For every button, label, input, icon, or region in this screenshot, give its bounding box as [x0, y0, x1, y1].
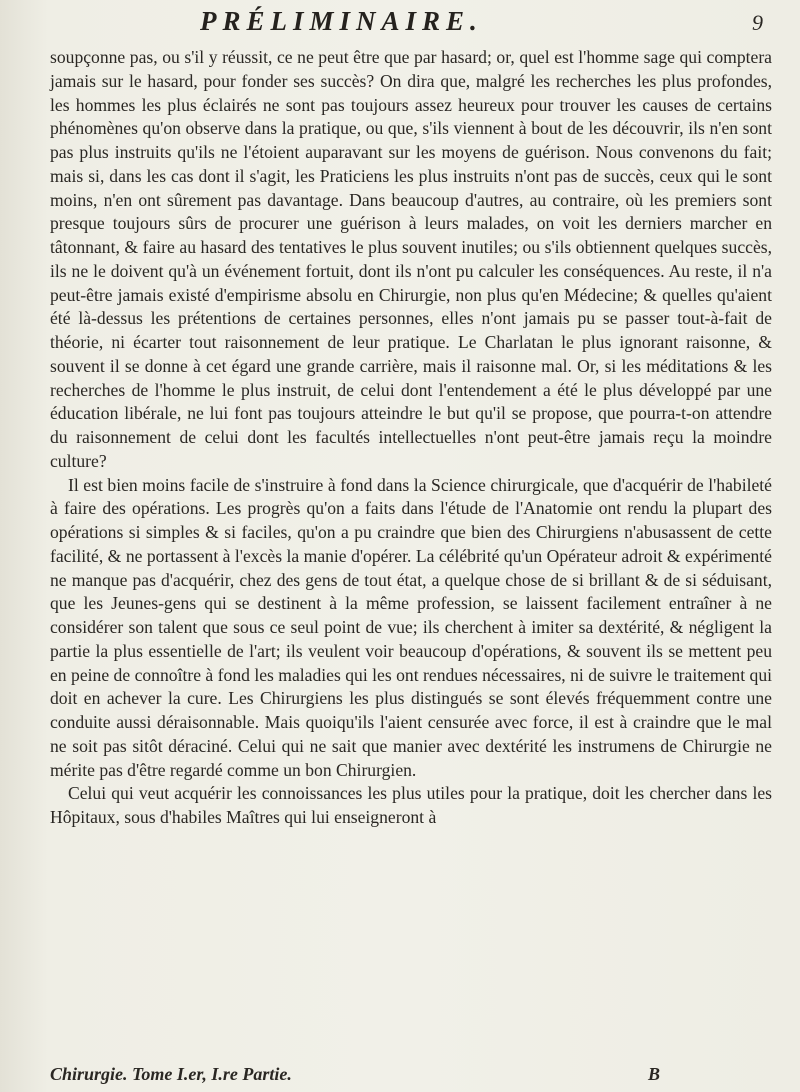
- book-reference: Chirurgie. Tome I.er, I.re Partie.: [50, 1064, 292, 1084]
- paragraph-2: Il est bien moins facile de s'instruire à fond dans la Science chirurgicale, que d'acquérir de l'habileté à faire des opérations. Les progrès qu'on a faits dans l'étude de l'Anatomie ont rendu la plupart des opérations si simples & si faciles, qu'on a pu craindre que bien des Chirurgiens n'abusassent de cette facilité, & ne portassent à l'excès la manie d'opérer. La célébrité qu'un Opérateur adroit & expérimenté ne manque pas d'acquérir, chez des gens de tout état, a quelque chose de si brillant & de si séduisant, que les Jeunes-gens qui se destinent à la même profession, se laissent facilement entraîner à ne considérer son talent que sous ce seul point de vue; ils cherchent à imiter sa dextérité, & négligent la partie la plus essentielle de l'art; ils veulent voir beaucoup d'opérations, & souvent ils se mettent peu en peine de connoître à fond les maladies qui les ont rendues nécessaires, ni de suivre le traitement qui doit en achever la cure. Les Chirurgiens les plus distingués se sont élevés fréquemment contre une conduite aussi déraisonnable. Mais quoiqu'ils l'aient censurée avec force, il est à craindre que le mal ne soit pas sitôt déraciné. Celui qui ne sait que manier avec dextérité les instrumens de Chirurgie ne mérite pas d'être regardé comme un bon Chirurgien.: [50, 474, 772, 780]
- running-title: PRÉLIMINAIRE.: [200, 6, 483, 36]
- signature-mark: B: [648, 1064, 661, 1084]
- paragraph-3: Celui qui veut acquérir les connoissances les plus utiles pour la pratique, doit les chercher dans les Hôpitaux, sous d'habiles Maîtres qui lui enseigneront à: [50, 783, 772, 827]
- page-header: [0, 6, 800, 42]
- body-text: [50, 46, 772, 830]
- page-number: 9: [752, 10, 763, 35]
- paragraph-1: soupçonne pas, ou s'il y réussit, ce ne peut être que par hasard; or, quel est l'homme sage qui comptera jamais sur le hasard, pour fonder ses succès? On dira que, malgré les recherches les plus profondes, les hommes les plus éclairés ne sont pas toujours assez heureux pour trouver les causes de certains phénomènes qu'on observe dans la pratique, ou que, s'ils viennent à bout de les découvrir, ils n'en sont pas plus instruits qu'ils ne l'étoient auparavant sur les moyens de guérison. Nous convenons du fait; mais si, dans les cas dont il s'agit, les Praticiens les plus instruits n'ont pas de succès, ceux qui le sont moins, n'en ont sûrement pas davantage. Dans beaucoup d'autres, au contraire, où les premiers sont presque toujours sûrs de procurer une guérison à leurs malades, on voit les derniers marcher en tâtonnant, & faire au hasard des tentatives le plus souvent inutiles; ou s'ils obtiennent quelques succès, ils ne le doivent qu'à un événement fortuit, dont ils n'ont pu calculer les conséquences. Au reste, il n'a peut-être jamais existé d'empirisme absolu en Chirurgie, non plus qu'en Médecine; & quelles qu'aient été là-dessus les prétentions de certaines personnes, elles n'ont jamais pu se passer tout-à-fait de théorie, ni écarter tout raisonnement de leur pratique. Le Charlatan le plus ignorant raisonne, & souvent il se donne à cet égard une grande carrière, mais il raisonne mal. Or, si les méditations & les recherches de l'homme le plus instruit, de celui dont l'entendement a été le plus développé par une éducation libérale, ne lui font pas toujours atteindre le but qu'il se propose, que pourra-t-on attendre du raisonnement de celui dont les facultés intellectuelles n'ont peut-être jamais reçu la moindre culture?: [50, 47, 772, 471]
- page-footer: [50, 1064, 772, 1088]
